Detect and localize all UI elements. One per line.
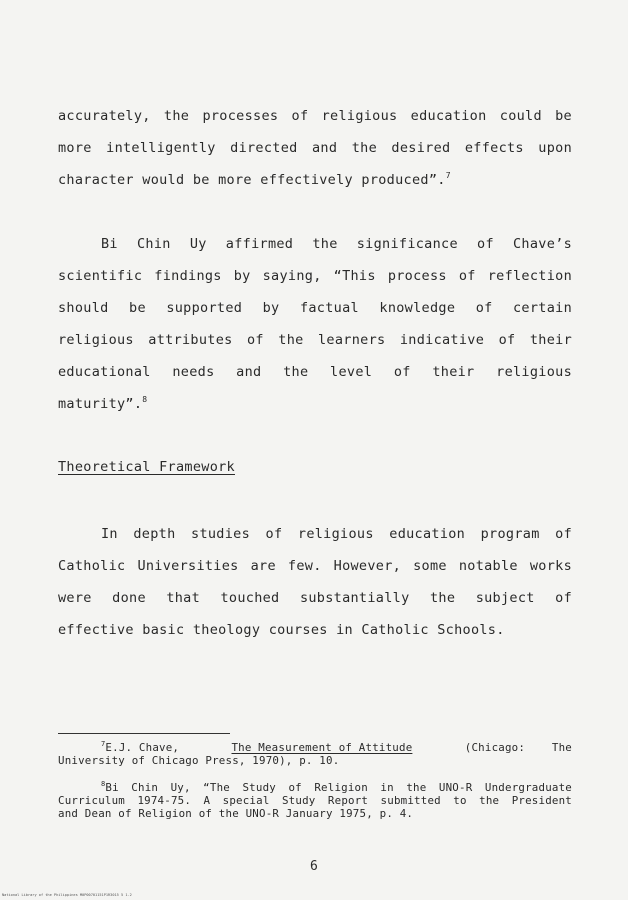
- footnote-7-author: E.J. Chave,: [105, 741, 180, 754]
- footnote-7-lead: [101, 741, 179, 754]
- body-line: Bi Chin Uy affirmed the significance of Chave’s: [101, 236, 572, 252]
- body-line: accurately, the processes of religious education could be: [58, 108, 572, 124]
- section-heading: Theoretical Framework: [58, 459, 235, 475]
- body-line-text: maturity”.: [58, 396, 143, 412]
- page-number: 6: [310, 859, 318, 874]
- body-line-text: character would be more effectively produced”.: [58, 172, 446, 188]
- footnote-7-publisher: (Chicago: The: [464, 741, 572, 754]
- library-imprint: National Library of the Philippines M0P00701151P1R3015 5 1.2: [2, 893, 132, 897]
- footnote-8-line1: [101, 781, 572, 794]
- body-line: scientific findings by saying, “This process of reflection: [58, 268, 572, 284]
- body-line: effective basic theology courses in Catholic Schools.: [58, 622, 505, 638]
- footnote-7: [101, 741, 572, 754]
- body-line: religious attributes of the learners indicative of their: [58, 332, 572, 348]
- footnote-8-line3: and Dean of Religion of the UNO-R January 1975, p. 4.: [58, 807, 414, 820]
- body-line: [58, 172, 572, 188]
- body-line: educational needs and the level of their religious: [58, 364, 572, 380]
- body-line: should be supported by factual knowledge of certain: [58, 300, 572, 316]
- footnote-8-text: Bi Chin Uy, “The Study of Religion in the UNO-R Undergraduate: [105, 781, 572, 794]
- footnote-7-number: 7: [101, 740, 106, 748]
- footnote-ref-7: 7: [445, 171, 451, 180]
- body-line: [58, 396, 572, 412]
- body-line: Catholic Universities are few. However, some notable works: [58, 558, 572, 574]
- footnote-7-line2: University of Chicago Press, 1970), p. 10.: [58, 754, 340, 767]
- footnote-ref-8: 8: [142, 395, 148, 404]
- body-line: were done that touched substantially the subject of: [58, 590, 572, 606]
- footnote-8-number: 8: [101, 780, 106, 788]
- footnote-7-title: The Measurement of Attitude: [231, 741, 413, 754]
- footnote-divider: [58, 733, 230, 734]
- body-line: In depth studies of religious education program of: [101, 526, 572, 542]
- body-line: more intelligently directed and the desired effects upon: [58, 140, 572, 156]
- footnote-8-line2: Curriculum 1974-75. A special Study Report submitted to the President: [58, 794, 572, 807]
